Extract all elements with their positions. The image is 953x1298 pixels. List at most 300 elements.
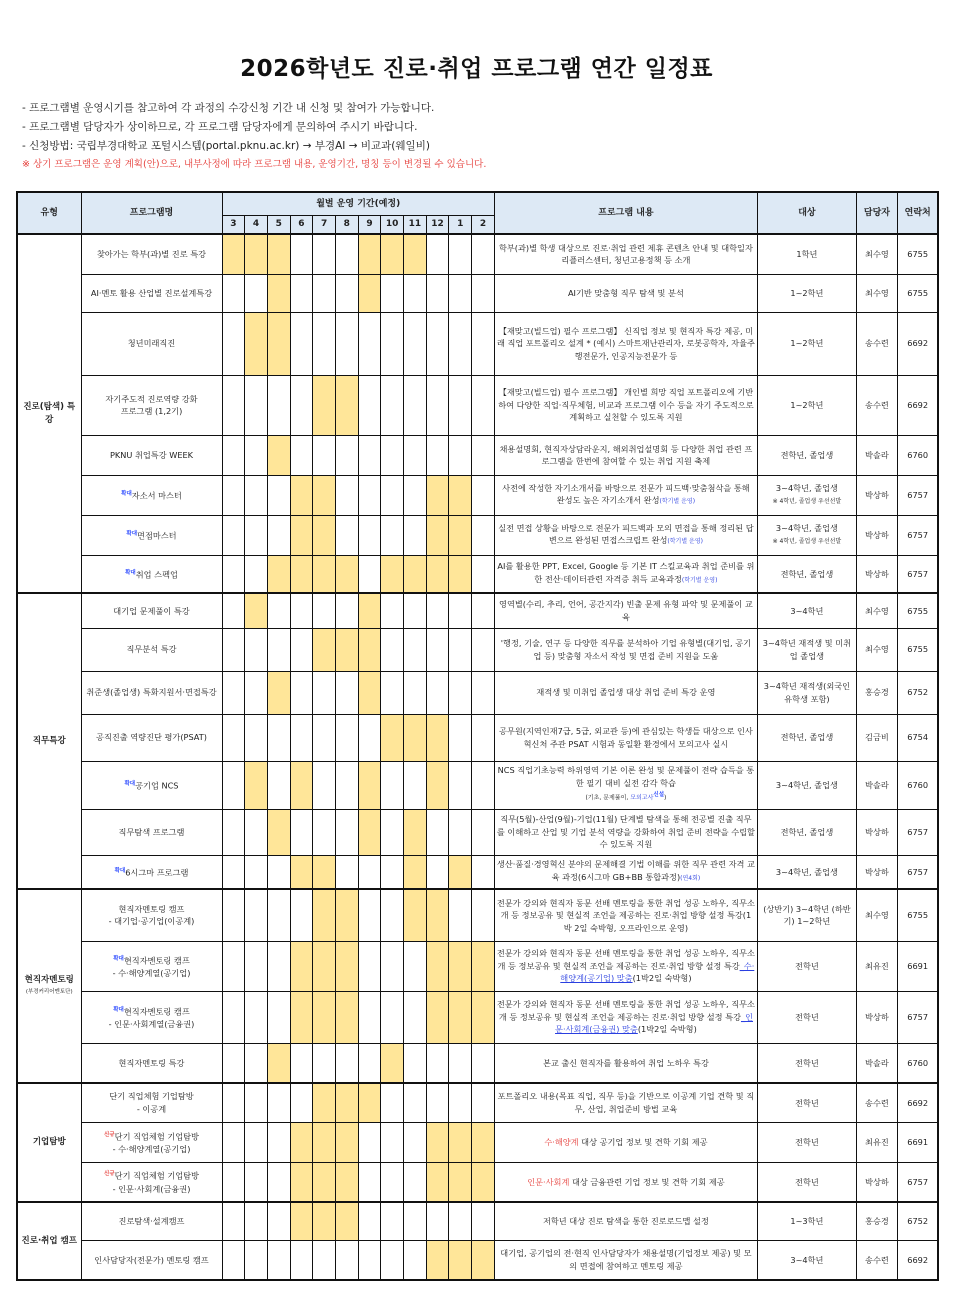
- month-cell: [426, 274, 449, 312]
- month-cell: [358, 312, 381, 375]
- month-cell: [222, 1202, 245, 1240]
- month-cell-active: [449, 1240, 472, 1280]
- month-cell-active: [313, 889, 336, 941]
- month-cell: [449, 312, 472, 375]
- month-header: 10: [381, 216, 404, 235]
- manager-cell: 박솔라: [856, 435, 897, 475]
- month-cell: [472, 855, 495, 889]
- target-cell: [757, 714, 856, 761]
- target-text: 3~4학년: [790, 605, 824, 616]
- month-cell: [426, 234, 449, 274]
- new-tag: 신규: [104, 1131, 115, 1138]
- month-cell: [449, 1202, 472, 1240]
- content-text: AI를 활용한 PPT, Excel, Google 등 기본 IT 스킬교육과 취업 준비를 위한 전산·데이터관련 자격증 취득 교육과정: [497, 561, 755, 584]
- target-text: 3~4학년, 졸업생: [775, 866, 838, 877]
- month-cell-active: [449, 855, 472, 889]
- month-cell: [267, 889, 290, 941]
- month-cell: [449, 809, 472, 855]
- content-cell: [494, 1202, 757, 1240]
- content-highlight-blue: (연4회): [680, 874, 701, 882]
- expand-tag: 확대: [113, 1006, 124, 1013]
- month-cell: [245, 515, 268, 555]
- content-text: 전문가 강의와 현직자 동문 선배 멘토링을 통한 취업 성공 노하우, 직무소개 등 정보공유 및 현실적 조언을 제공하는 진로·취업 방향 설정 특강(1박 2일 숙박형, 오프라인으로 운영): [496, 897, 755, 933]
- target-cell: [757, 435, 856, 475]
- month-cell: [222, 809, 245, 855]
- month-cell: [404, 1162, 427, 1202]
- month-cell: [404, 375, 427, 435]
- program-name-cell[interactable]: [81, 628, 222, 671]
- month-cell: [222, 941, 245, 991]
- month-cell: [472, 375, 495, 435]
- contact-cell: 6755: [897, 889, 938, 941]
- month-cell-active: [335, 991, 358, 1043]
- program-subname: - 수·해양계열(공기업): [112, 1143, 191, 1154]
- table-row: [17, 809, 938, 855]
- table-row: [17, 855, 938, 889]
- month-cell: [426, 628, 449, 671]
- month-cell-active: [267, 435, 290, 475]
- contact-cell: 6752: [897, 1202, 938, 1240]
- month-cell: [245, 555, 268, 593]
- month-cell: [426, 1043, 449, 1083]
- month-cell: [426, 671, 449, 714]
- month-cell: [404, 593, 427, 628]
- month-header: 2: [472, 216, 495, 235]
- month-cell: [335, 1240, 358, 1280]
- month-cell: [358, 1122, 381, 1162]
- target-text: 3~4학년 재적생 및 미취업 졸업생: [762, 638, 852, 661]
- month-cell: [222, 671, 245, 714]
- month-cell: [358, 375, 381, 435]
- month-cell-active: [472, 941, 495, 991]
- contact-cell: 6757: [897, 555, 938, 593]
- contact-cell: 6692: [897, 312, 938, 375]
- month-cell: [245, 1240, 268, 1280]
- month-cell: [245, 941, 268, 991]
- program-name-cell[interactable]: [81, 274, 222, 312]
- program-name-cell[interactable]: [81, 593, 222, 628]
- target-cell: [757, 889, 856, 941]
- content-text: 전문가 강의와 현직자 동문 선배 멘토링을 통한 취업 성공 노하우, 직무소개 등 정보공유 및 현실적 조언을 제공하는 진로·취업 방향 설정 특강: [496, 999, 755, 1022]
- content-text: 공무원(지역인재7급, 5급, 외교관 등)에 관심있는 학생들 대상으로 인사혁신처 주관 PSAT 시험과 동일환 환경에서 모의고사 실시: [499, 726, 753, 749]
- month-cell-active: [267, 1043, 290, 1083]
- program-name-cell[interactable]: [81, 1122, 222, 1162]
- month-cell: [381, 593, 404, 628]
- program-name-cell[interactable]: [81, 941, 222, 991]
- month-cell: [381, 991, 404, 1043]
- table-row: [17, 1202, 938, 1240]
- month-cell: [335, 714, 358, 761]
- month-cell: [404, 475, 427, 515]
- contact-cell: 6757: [897, 991, 938, 1043]
- month-cell: [449, 274, 472, 312]
- program-name: 취준생(졸업생) 특화지원서·면접특강: [86, 687, 217, 698]
- table-row: [17, 593, 938, 628]
- content-cell: [494, 628, 757, 671]
- month-cell: [245, 714, 268, 761]
- manager-cell: 송수련: [856, 1240, 897, 1280]
- target-cell: [757, 1240, 856, 1280]
- month-cell: [290, 809, 313, 855]
- month-cell-active: [472, 1122, 495, 1162]
- month-cell-active: [381, 1043, 404, 1083]
- month-cell-active: [335, 1083, 358, 1122]
- contact-cell: 6691: [897, 1122, 938, 1162]
- program-subname: - 대기업·공기업(이공계): [108, 916, 195, 927]
- month-cell-active: [358, 1083, 381, 1122]
- target-cell: [757, 628, 856, 671]
- month-cell: [313, 761, 336, 809]
- program-name: 진로탐색·설계캠프: [118, 1216, 185, 1226]
- target-cell: [757, 274, 856, 312]
- month-cell: [222, 1240, 245, 1280]
- new-tag: 신설: [653, 792, 665, 799]
- month-cell: [381, 761, 404, 809]
- month-cell: [267, 855, 290, 889]
- month-cell: [449, 628, 472, 671]
- month-cell: [267, 375, 290, 435]
- category-sublabel: (부경커리어멘토단): [25, 989, 73, 995]
- target-text: 전학년, 졸업생: [780, 568, 834, 579]
- contact-cell: 6692: [897, 1240, 938, 1280]
- month-cell-active: [449, 1122, 472, 1162]
- month-cell: [426, 435, 449, 475]
- target-cell: [757, 593, 856, 628]
- month-cell-active: [426, 555, 449, 593]
- month-cell: [449, 593, 472, 628]
- content-text: 채용설명회, 현직자상담라운지, 해외취업설명회 등 다양한 취업 관련 프로그램을 한번에 참여할 수 있는 취업 지원 축제: [499, 443, 753, 466]
- table-row: [17, 991, 938, 1043]
- target-text: 3~4학년 재적생(외국인 유학생 포함): [763, 681, 851, 704]
- program-name: 청년미래직진: [127, 338, 176, 349]
- month-cell: [222, 889, 245, 941]
- content-text: 영역별(수리, 추리, 언어, 공간지각) 빈출 문제 유형 파악 및 문제풀이 교육: [499, 599, 753, 622]
- month-cell: [426, 375, 449, 435]
- month-cell: [245, 671, 268, 714]
- table-row: [17, 1043, 938, 1083]
- month-header: 12: [426, 216, 449, 235]
- month-cell: [267, 761, 290, 809]
- month-cell: [222, 714, 245, 761]
- month-cell: [404, 1202, 427, 1240]
- month-cell: [381, 312, 404, 375]
- contact-cell: 6757: [897, 855, 938, 889]
- program-name: 단기 직업체험 기업탐방: [114, 1131, 199, 1142]
- month-cell: [245, 855, 268, 889]
- month-cell: [472, 1043, 495, 1083]
- month-cell: [381, 628, 404, 671]
- month-cell: [449, 889, 472, 941]
- month-cell-active: [335, 889, 358, 941]
- content-highlight-blue: (학기별 운영): [659, 498, 696, 505]
- month-cell: [358, 515, 381, 555]
- content-cell: [494, 515, 757, 555]
- content-highlight-blue: (학기별 운영): [681, 576, 718, 584]
- month-cell-active: [449, 475, 472, 515]
- target-cell: [757, 809, 856, 855]
- target-cell: [757, 1043, 856, 1083]
- month-cell: [404, 435, 427, 475]
- new-tag: 신규: [104, 1171, 115, 1178]
- month-cell: [449, 435, 472, 475]
- month-cell: [472, 1202, 495, 1240]
- header-period: 월별 운영 기간(예정): [222, 192, 494, 216]
- month-cell: [222, 274, 245, 312]
- month-cell-active: [313, 475, 336, 515]
- month-cell: [290, 312, 313, 375]
- expand-tag: 확대: [124, 780, 136, 787]
- program-name-cell[interactable]: [81, 1083, 222, 1122]
- month-cell: [472, 515, 495, 555]
- month-cell-active: [426, 941, 449, 991]
- month-cell-active: [335, 941, 358, 991]
- target-text: 전학년: [795, 1097, 819, 1108]
- month-cell: [472, 274, 495, 312]
- month-cell-active: [313, 1162, 336, 1202]
- content-cell: [494, 991, 757, 1043]
- target-text: 3~4학년: [790, 1254, 824, 1265]
- month-cell: [267, 714, 290, 761]
- month-cell: [472, 555, 495, 593]
- month-cell: [290, 1240, 313, 1280]
- content-cell: [494, 593, 757, 628]
- content-cell: [494, 941, 757, 991]
- month-cell-active: [404, 555, 427, 593]
- month-cell-active: [267, 312, 290, 375]
- manager-cell: 박상하: [856, 1162, 897, 1202]
- month-cell-active: [381, 234, 404, 274]
- header-target: 대상: [757, 192, 856, 234]
- content-text: 【재맞고(빌드업) 필수 프로그램】 신직업 정보 및 현직자 특강 제공, 미래 직업 포트폴리오 설계 * (예시) 스마트재난관리자, 로봇공학자, 자율주행전문가, 인공지능전문가 등: [496, 325, 755, 361]
- month-cell-active: [222, 234, 245, 274]
- month-cell-active: [313, 1202, 336, 1240]
- manager-cell: 김금비: [856, 714, 897, 761]
- month-cell: [290, 889, 313, 941]
- month-cell-active: [290, 1122, 313, 1162]
- target-cell: [757, 234, 856, 274]
- month-cell: [245, 889, 268, 941]
- month-cell: [222, 1162, 245, 1202]
- month-cell-active: [313, 855, 336, 889]
- month-cell: [449, 1083, 472, 1122]
- month-cell: [267, 475, 290, 515]
- month-header: 8: [335, 216, 358, 235]
- month-cell: [245, 1122, 268, 1162]
- month-cell: [335, 515, 358, 555]
- content-text: 대기업, 공기업의 전·현직 인사담당자가 채용설명(기업정보 제공) 및 모의 면접에 참여하고 멘토링 제공: [500, 1248, 752, 1271]
- month-cell: [404, 1083, 427, 1122]
- manager-cell: 최유진: [856, 1122, 897, 1162]
- content-cell: [494, 809, 757, 855]
- month-cell: [358, 555, 381, 593]
- table-row: [17, 312, 938, 375]
- program-name-cell[interactable]: [81, 809, 222, 855]
- contact-cell: 6755: [897, 234, 938, 274]
- month-cell: [222, 555, 245, 593]
- content-cell: [494, 274, 757, 312]
- header-contact: 연락처: [897, 192, 938, 234]
- month-cell: [290, 628, 313, 671]
- program-name-cell[interactable]: [81, 375, 222, 435]
- month-cell-active: [335, 555, 358, 593]
- program-name: 현직자멘토링 특강: [118, 1057, 185, 1068]
- month-cell-active: [335, 1162, 358, 1202]
- program-name: 단기 직업체험 기업탐방: [109, 1091, 194, 1102]
- month-cell: [358, 855, 381, 889]
- program-name-cell[interactable]: [81, 1240, 222, 1280]
- month-cell: [290, 671, 313, 714]
- month-cell-active: [267, 809, 290, 855]
- content-cell: [494, 889, 757, 941]
- month-header: 6: [290, 216, 313, 235]
- manager-cell: 최수영: [856, 234, 897, 274]
- contact-cell: 6757: [897, 475, 938, 515]
- target-cell: [757, 1162, 856, 1202]
- program-name-cell[interactable]: [81, 234, 222, 274]
- header-manager: 담당자: [856, 192, 897, 234]
- content-highlight-red: 인문·사회계: [527, 1176, 570, 1187]
- table-row: [17, 628, 938, 671]
- note-line: - 프로그램별 담당자가 상이하므로, 각 프로그램 담당자에게 문의하여 주시기 바랍니다.: [22, 121, 418, 133]
- month-cell: [381, 1240, 404, 1280]
- content-cell: [494, 761, 757, 809]
- program-name-cell[interactable]: [81, 475, 222, 515]
- program-name-cell[interactable]: [81, 889, 222, 941]
- month-cell: [267, 1162, 290, 1202]
- month-cell-active: [426, 714, 449, 761]
- program-name-cell[interactable]: [81, 714, 222, 761]
- program-name-cell[interactable]: [81, 855, 222, 889]
- content-cell: [494, 1043, 757, 1083]
- program-name: 자기주도적 진로역량 강화: [105, 393, 198, 404]
- month-header: 9: [358, 216, 381, 235]
- month-cell-active: [290, 1162, 313, 1202]
- month-cell: [426, 855, 449, 889]
- month-cell: [404, 1043, 427, 1083]
- month-cell-active: [267, 234, 290, 274]
- month-cell: [358, 714, 381, 761]
- month-cell: [404, 628, 427, 671]
- month-cell-active: [404, 855, 427, 889]
- month-cell-active: [381, 555, 404, 593]
- content-text: 대상 금융관련 기업 정보 및 견학 기회 제공: [569, 1176, 725, 1187]
- target-text: 전학년: [795, 1176, 819, 1187]
- month-cell: [335, 809, 358, 855]
- month-cell-active: [290, 991, 313, 1043]
- month-cell: [335, 1043, 358, 1083]
- program-name-cell[interactable]: [81, 761, 222, 809]
- month-cell: [358, 991, 381, 1043]
- program-name-cell[interactable]: [81, 1043, 222, 1083]
- category-cell: [17, 889, 81, 1083]
- month-cell: [222, 435, 245, 475]
- program-name-cell[interactable]: [81, 515, 222, 555]
- month-cell: [381, 671, 404, 714]
- month-cell-active: [313, 375, 336, 435]
- content-text: 본교 출신 현직자를 활용하여 취업 노하우 특강: [542, 1057, 709, 1068]
- contact-cell: 6760: [897, 435, 938, 475]
- month-cell: [245, 475, 268, 515]
- month-cell: [426, 312, 449, 375]
- program-subname: - 이공계: [136, 1103, 167, 1114]
- program-subname: 프로그램 (1,2기): [120, 406, 183, 416]
- program-name: AI·멘토 활용 산업별 진로설계특강: [90, 287, 213, 298]
- program-name-cell[interactable]: [81, 671, 222, 714]
- target-note: ※ 4학년, 졸업생 우선선발: [772, 538, 842, 545]
- month-cell: [222, 312, 245, 375]
- month-cell: [472, 312, 495, 375]
- month-cell: [404, 515, 427, 555]
- manager-cell: 송수련: [856, 375, 897, 435]
- content-cell: [494, 714, 757, 761]
- month-cell: [313, 1043, 336, 1083]
- month-cell: [267, 991, 290, 1043]
- contact-cell: 6757: [897, 1162, 938, 1202]
- content-text: 【재맞고(빌드업) 필수 프로그램】 개인별 희망 직업 포트폴리오에 기반하여 다양한 직업·직무체험, 비교과 프로그램 이수 등을 자기 주도적으로 계획하고 실천할 수 있도록 지원: [498, 387, 754, 423]
- month-cell-active: [449, 555, 472, 593]
- program-name-cell[interactable]: [81, 1162, 222, 1202]
- manager-cell: 최유진: [856, 941, 897, 991]
- expand-tag: 확대: [113, 955, 124, 962]
- content-detail-end: ): [664, 795, 667, 803]
- month-cell: [267, 941, 290, 991]
- month-cell-active: [449, 515, 472, 555]
- program-name-cell[interactable]: [81, 1202, 222, 1240]
- month-cell-active: [426, 991, 449, 1043]
- month-cell-active: [404, 809, 427, 855]
- month-cell-active: [426, 475, 449, 515]
- content-cell: [494, 1083, 757, 1122]
- month-cell: [381, 1202, 404, 1240]
- month-cell: [313, 809, 336, 855]
- month-cell-active: [404, 889, 427, 941]
- month-cell-active: [449, 1162, 472, 1202]
- month-cell: [313, 234, 336, 274]
- month-cell-active: [472, 1162, 495, 1202]
- content-highlight-blue: 모의고사: [630, 795, 654, 803]
- program-name-cell[interactable]: [81, 435, 222, 475]
- warning-note: ※ 상기 프로그램은 운영 계획(안)으로, 내부사정에 따라 프로그램 내용, 운영기간, 명칭 등이 변경될 수 있습니다.: [22, 159, 487, 170]
- program-name-cell[interactable]: [81, 991, 222, 1043]
- program-name-cell[interactable]: [81, 555, 222, 593]
- program-name-cell[interactable]: [81, 312, 222, 375]
- schedule-table: [16, 191, 939, 1281]
- month-cell: [381, 941, 404, 991]
- table-row: [17, 515, 938, 555]
- month-cell: [245, 274, 268, 312]
- program-name: 현직자멘토링 캠프: [123, 955, 190, 966]
- month-cell: [267, 593, 290, 628]
- month-cell: [222, 1122, 245, 1162]
- month-cell-active: [472, 991, 495, 1043]
- target-text: 전학년: [795, 960, 819, 971]
- month-cell-active: [313, 515, 336, 555]
- month-cell-active: [313, 628, 336, 671]
- contact-cell: 6755: [897, 628, 938, 671]
- month-cell: [267, 1202, 290, 1240]
- month-cell: [381, 515, 404, 555]
- month-cell: [358, 475, 381, 515]
- month-cell-active: [335, 1122, 358, 1162]
- month-cell: [358, 1240, 381, 1280]
- month-cell: [313, 593, 336, 628]
- target-text: 전학년: [795, 1057, 819, 1068]
- month-cell: [381, 889, 404, 941]
- target-cell: [757, 515, 856, 555]
- header-program: 프로그램명: [81, 192, 222, 234]
- month-cell: [245, 1162, 268, 1202]
- month-cell: [426, 1083, 449, 1122]
